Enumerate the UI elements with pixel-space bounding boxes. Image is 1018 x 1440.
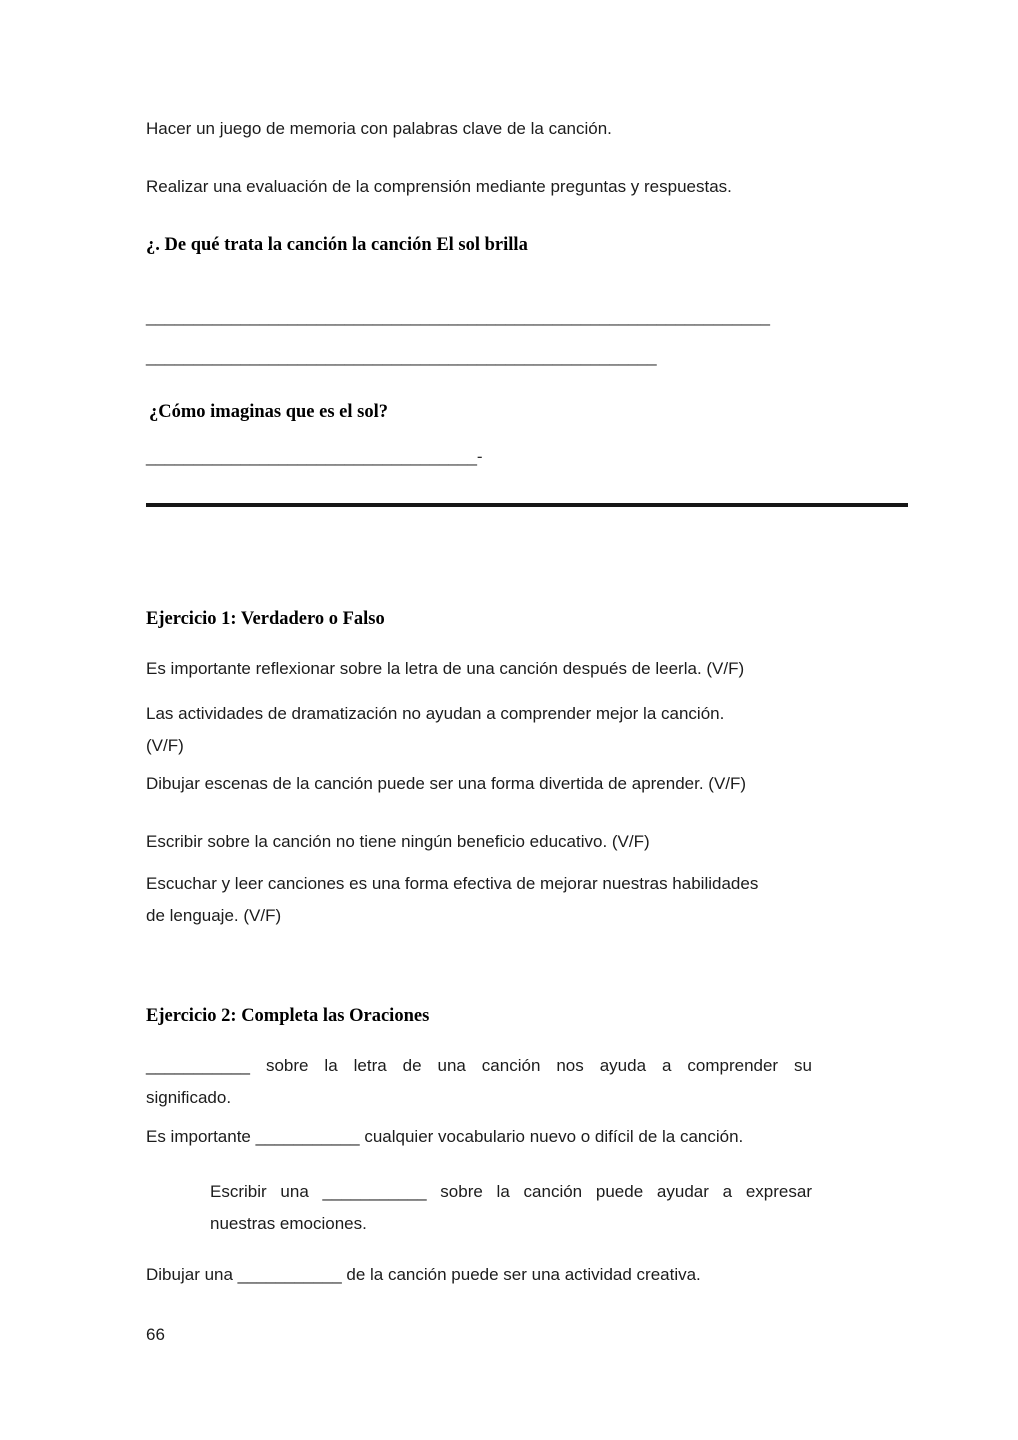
exercise-1-item-2-line-1: Las actividades de dramatización no ayudan a comprender mejor la canción. bbox=[146, 704, 725, 723]
exercise-1-item-1-line-1: Es importante reflexionar sobre la letra de una canción después de leerla. (V/F) bbox=[146, 659, 745, 678]
exercise-1-item-5-line-2: de lenguaje. (V/F) bbox=[146, 906, 282, 925]
exercise-2-item-4 bbox=[146, 1259, 812, 1291]
horizontal-rule bbox=[146, 503, 908, 507]
exercise-2-item-1 bbox=[146, 1050, 812, 1114]
exercise-2-title: Ejercicio 2: Completa las Oraciones bbox=[146, 1006, 430, 1026]
exercise-2-item-3-line-2: nuestras emociones. bbox=[210, 1214, 367, 1233]
exercise-1-item-3-line-1: Dibujar escenas de la canción puede ser una forma divertida de aprender. (V/F) bbox=[146, 774, 747, 793]
exercise-1-item-4-line-1: Escribir sobre la canción no tiene ningún beneficio educativo. (V/F) bbox=[146, 832, 650, 851]
exercise-1-title: Ejercicio 1: Verdadero o Falso bbox=[146, 609, 385, 629]
answer-blank-line-3: ___________________________________- bbox=[146, 447, 483, 466]
page-number: 66 bbox=[146, 1325, 165, 1344]
exercise-1-item-2-line-2: (V/F) bbox=[146, 736, 184, 755]
exercise-2-item-1-line-2: significado. bbox=[146, 1088, 232, 1107]
exercise-2-item-2-line-1: Es importante ___________ cualquier vocabulario nuevo o difícil de la canción. bbox=[146, 1127, 744, 1146]
intro-paragraph-1: Hacer un juego de memoria con palabras clave de la canción. bbox=[146, 119, 612, 138]
exercise-1-item-4 bbox=[146, 826, 812, 858]
exercise-2-item-4-line-1: Dibujar una ___________ de la canción puede ser una actividad creativa. bbox=[146, 1265, 701, 1284]
exercise-1-item-3 bbox=[146, 768, 812, 800]
exercise-1-item-5-line-1: Escuchar y leer canciones es una forma efectiva de mejorar nuestras habilidades bbox=[146, 874, 759, 893]
exercise-2-item-3 bbox=[210, 1176, 812, 1240]
answer-blank-line-1: __________________________________________________________________ bbox=[146, 307, 771, 326]
exercise-1-item-2 bbox=[146, 698, 812, 762]
exercise-2-item-1-line-1: ___________ sobre la letra de una canción nos ayuda a comprender su bbox=[146, 1056, 812, 1075]
question-about-heading: ¿. De qué trata la canción la canción El sol brilla bbox=[146, 235, 528, 255]
answer-blank-line-2: ______________________________________________________ bbox=[146, 347, 657, 366]
question-imagine-heading: ¿Cómo imaginas que es el sol? bbox=[149, 402, 388, 422]
intro-paragraph-2: Realizar una evaluación de la comprensión mediante preguntas y respuestas. bbox=[146, 177, 732, 196]
exercise-1-item-1 bbox=[146, 653, 812, 685]
exercise-2-item-2 bbox=[146, 1121, 812, 1153]
exercise-1-item-5 bbox=[146, 868, 812, 932]
exercise-2-item-3-line-1: Escribir una ___________ sobre la canción puede ayudar a expresar bbox=[210, 1182, 812, 1201]
